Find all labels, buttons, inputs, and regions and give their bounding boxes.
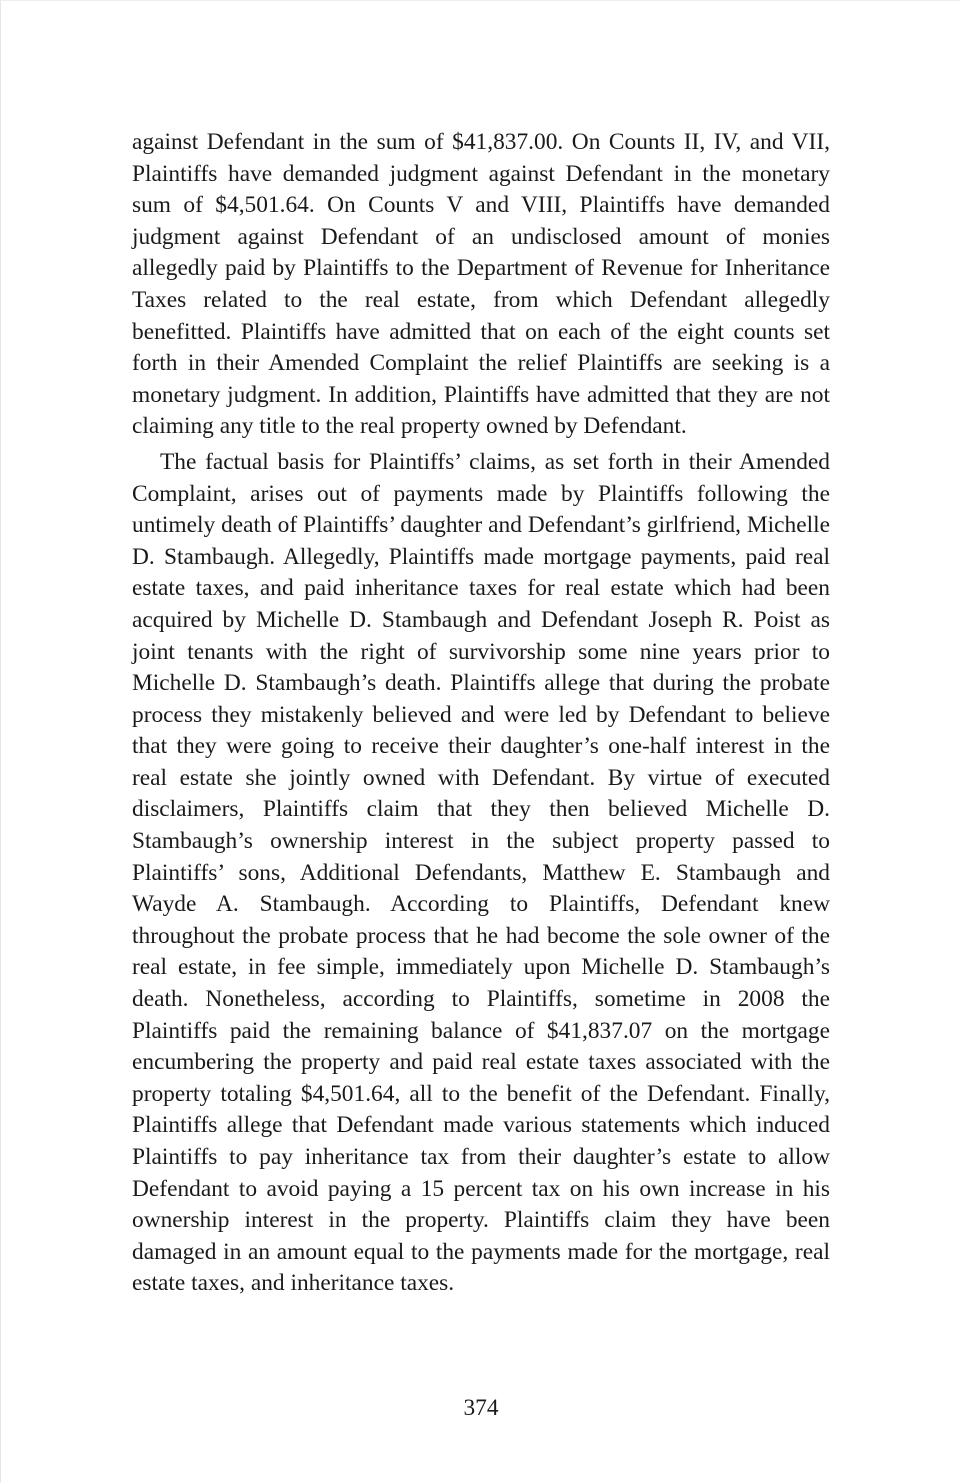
paragraph-continued: against Defendant in the sum of $41,837.00. On Counts II, IV, and VII, Plaintiffs have demanded judgment against Defendant in the monetary sum of $4,501.64. On Counts V and VIII, Plaintiffs have demanded judgment against Defendant of an undisclosed amount of monies allegedly paid by Plaintiffs to the Department of Revenue for Inheritance Taxes related to the real estate, from which Defendant allegedly benefitted. Plaintiffs have admitted that on each of the eight counts set forth in their Amended Complaint the relief Plaintiffs are seeking is a monetary judgment. In addition, Plaintiffs have admitted that they are not claiming any title to the real property owned by Defendant. [132,129,830,440]
body-text [132,127,830,1300]
paragraph-factual-basis: The factual basis for Plaintiffs’ claims, as set forth in their Amended Complaint, arises out of payments made by Plaintiffs following the untimely death of Plaintiffs’ daughter and Defendant’s girlfriend, Michelle D. Stambaugh. Allegedly, Plaintiffs made mortgage payments, paid real estate taxes, and paid inheritance taxes for real estate which had been acquired by Michelle D. Stambaugh and Defendant Joseph R. Poist as joint tenants with the right of survivorship some nine years prior to Michelle D. Stambaugh’s death. Plaintiffs allege that during the probate process they mistakenly believed and were led by Defendant to believe that they were going to receive their daughter’s one-half interest in the real estate she jointly owned with Defendant. By virtue of executed disclaimers, Plaintiffs claim that they then believed Michelle D. Stambaugh’s ownership interest in the subject property passed to Plaintiffs’ sons, Additional Defendants, Matthew E. Stambaugh and Wayde A. Stambaugh. According to Plaintiffs, Defendant knew throughout the probate process that he had become the sole owner of the real estate, in fee simple, immediately upon Michelle D. Stambaugh’s death. Nonetheless, according to Plaintiffs, sometime in 2008 the Plaintiffs paid the remaining balance of $41,837.07 on the mortgage encumbering the property and paid real estate taxes associated with the property totaling $4,501.64, all to the benefit of the Defendant. Finally, Plaintiffs allege that Defendant made various statements which induced Plaintiffs to pay inheritance tax from their daughter’s estate to allow Defendant to avoid paying a 15 percent tax on his own increase in his ownership interest in the property. Plaintiffs claim they have been damaged in an amount equal to the payments made for the mortgage, real estate taxes, and inheritance taxes. [132,448,830,1297]
page-number: 374 [463,1395,499,1421]
